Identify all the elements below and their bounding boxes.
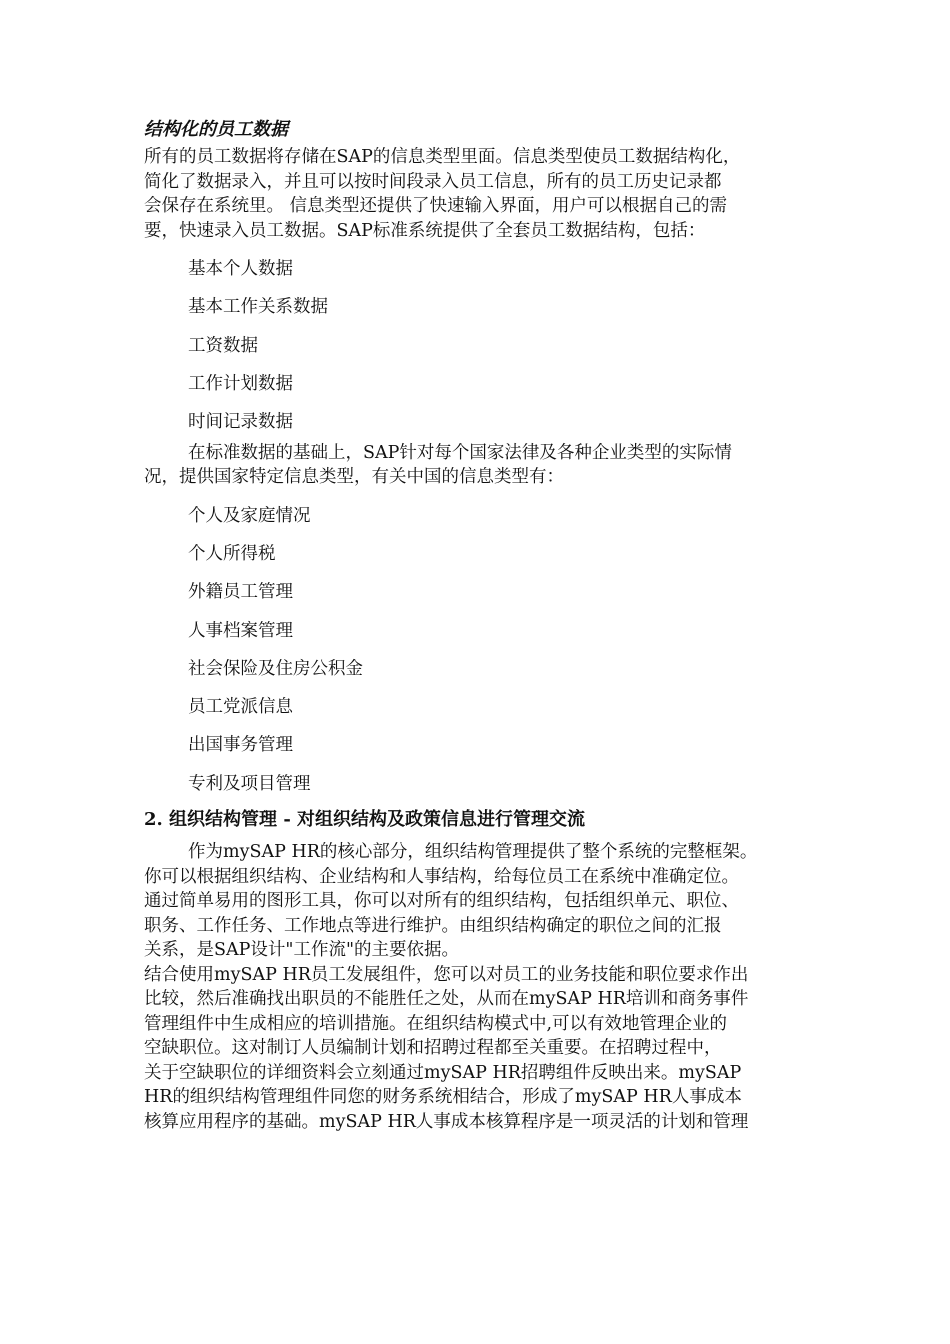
text-line: 通过简单易用的图形工具，你可以对所有的组织结构，包括组织单元、职位、: [144, 891, 739, 912]
list-item: 个人及家庭情况: [188, 505, 311, 526]
text-line: 职务、工作任务、工作地点等进行维护。由组织结构确定的职位之间的汇报: [144, 915, 722, 936]
china-infotypes-list: [144, 504, 812, 797]
text-line: 比较，然后准确找出职员的不能胜任之处，从而在mySAP HR培训和商务事件: [144, 989, 749, 1010]
list-item: 基本工作关系数据: [188, 297, 328, 318]
list-item: 工资数据: [188, 335, 258, 356]
text-line: 会保存在系统里。 信息类型还提供了快速输入界面，用户可以根据自己的需: [144, 196, 728, 216]
list-item: 工作计划数据: [188, 373, 293, 394]
section-heading-structured-data: 结构化的员工数据: [144, 119, 288, 140]
text-line: 关于空缺职位的详细资料会立刻通过mySAP HR招聘组件反映出来。mySAP: [144, 1062, 742, 1083]
text-line: 况，提供国家特定信息类型，有关中国的信息类型有：: [144, 467, 564, 488]
text-line: 简化了数据录入，并且可以按时间段录入员工信息，所有的员工历史记录都: [144, 171, 722, 192]
text-line: 所有的员工数据将存储在SAP的信息类型里面。信息类型使员工数据结构化，: [144, 147, 741, 167]
list-item: 基本个人数据: [188, 259, 293, 279]
list-item: 人事档案管理: [188, 620, 293, 641]
text-line: HR的组织结构管理组件同您的财务系统相结合，形成了mySAP HR人事成本: [144, 1087, 742, 1108]
list-item: 社会保险及住房公积金: [188, 658, 363, 679]
text-line: 在标准数据的基础上，SAP针对每个国家法律及各种企业类型的实际情: [188, 442, 732, 463]
text-line: 要，快速录入员工数据。SAP标准系统提供了全套员工数据结构，包括：: [144, 220, 706, 241]
paragraph-country-specific: [144, 441, 812, 490]
section-heading-org-management: 2. 组织结构管理 - 对组织结构及政策信息进行管理交流: [144, 809, 586, 831]
document-page: [144, 115, 812, 1134]
text-line: 结合使用mySAP HR员工发展组件，您可以对员工的业务技能和职位要求作出: [144, 964, 749, 985]
standard-data-list: [144, 257, 812, 435]
text-line: 关系，是SAP设计"工作流"的主要依据。: [144, 940, 459, 961]
paragraph-org-core: [144, 840, 812, 963]
list-item: 出国事务管理: [188, 735, 293, 756]
list-item: 专利及项目管理: [188, 773, 311, 794]
list-item: 个人所得税: [188, 543, 276, 564]
list-item: 外籍员工管理: [188, 582, 293, 603]
list-item: 员工党派信息: [188, 697, 293, 718]
text-line: 你可以根据组织结构、企业结构和人事结构，给每位员工在系统中准确定位。: [144, 866, 739, 887]
list-item: 时间记录数据: [188, 412, 293, 433]
text-line: 作为mySAP HR的核心部分，组织结构管理提供了整个系统的完整框架。: [188, 842, 758, 863]
text-line: 空缺职位。这对制订人员编制计划和招聘过程都至关重要。在招聘过程中，: [144, 1038, 722, 1059]
paragraph-org-integration: [144, 963, 812, 1135]
text-line: 核算应用程序的基础。mySAP HR人事成本核算程序是一项灵活的计划和管理: [144, 1111, 749, 1132]
paragraph-infotypes: [144, 145, 812, 243]
text-line: 管理组件中生成相应的培训措施。在组织结构模式中,可以有效地管理企业的: [144, 1013, 728, 1034]
